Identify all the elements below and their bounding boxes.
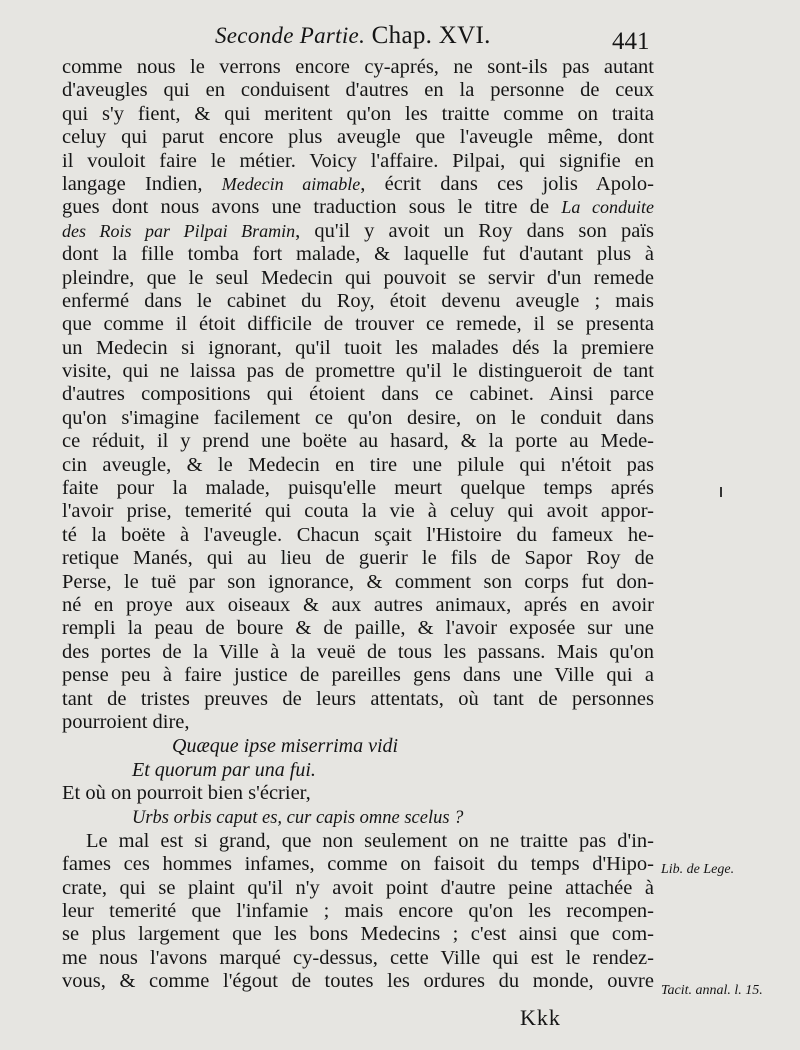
paragraph-2 [62, 830, 654, 994]
text-line: d'aveugles qui en conduisent d'autres en la personne de ceux [62, 79, 654, 102]
text-line: pense peu à faire justice de pareilles gens dans une Ville qui a [62, 664, 654, 687]
text-line: me nous l'avons marqué cy-dessus, cette Ville qui est le rendez- [62, 946, 654, 969]
text-line: visite, qui ne laissa pas de promettre qu'il le distingueroit de tant [62, 360, 654, 383]
text-line: ce réduit, il y prend une boëte au hasard, & la porte au Mede- [62, 430, 654, 453]
paragraph-1 [62, 56, 654, 734]
text-line: des portes de la Ville à la veuë de tous les passans. Mais qu'on [62, 640, 654, 663]
text-segment: , écrit dans ces jolis Apolo- [360, 172, 654, 195]
text-line: né en proye aux oiseaux & aux autres animaux, aprés en avoir [62, 593, 654, 616]
text-line [62, 196, 654, 219]
running-head [215, 22, 491, 50]
text-line: tant de tristes preuves de leurs attentats, où tant de personnes [62, 687, 654, 710]
margin-note-tacit: Tacit. annal. l. 15. [661, 983, 763, 998]
verse-quotation-1 [62, 734, 654, 782]
text-line: té la boëte à l'aveugle. Chacun sçait l'Histoire du fameux he- [62, 523, 654, 546]
text-line: rempli la peau de boure & de paille, & l'avoir exposée sur une [62, 617, 654, 640]
text-line: qu'on s'imagine facilement ce qu'on desire, on le conduit dans [62, 406, 654, 429]
text-line [62, 220, 654, 243]
text-segment: , qu'il y avoit un Roy dans son païs [295, 219, 655, 242]
italic-title: des Rois par Pilpai Bramin [62, 220, 296, 241]
text-line: d'autres compositions qui étoient dans ce cabinet. Ainsi parce [62, 383, 654, 406]
italic-title: Medecin aimable [221, 173, 361, 194]
italic-title: La conduite [561, 197, 654, 218]
text-line: pleindre, que le seul Medecin qui pouvoit se servir d'un remede [62, 266, 654, 289]
margin-note-lib-de-lege: Lib. de Lege. [661, 862, 735, 877]
text-line: se plus largement que les bons Medecins ; c'est ainsi que com- [62, 923, 654, 946]
text-line: Perse, le tuë par son ignorance, & comment son corps fut don- [62, 570, 654, 593]
signature-mark: Kkk [520, 1005, 561, 1030]
verse-line: Quæque ipse miserrima vidi [172, 735, 399, 758]
text-segment: gues dont nous avons une traduction sous le titre de [62, 196, 562, 219]
text-line: faite pour la malade, puisqu'elle meurt quelque temps aprés [62, 477, 654, 500]
running-head-part: Seconde Partie. [215, 23, 366, 48]
text-line: dont la fille tomba fort malade, & laquelle fut d'autant plus à [62, 243, 654, 266]
text-line: cin aveugle, & le Medecin en tire une pilule qui n'étoit pas [62, 453, 654, 476]
page-header [0, 22, 660, 56]
text-line: un Medecin si ignorant, qu'il tuoit les malades dés la premiere [62, 336, 654, 359]
main-text [62, 56, 654, 993]
text-line: crate, qui se plaint qu'il n'y avoit point d'autre peine attachée à [62, 876, 654, 899]
text-line: vous, & comme l'égout de toutes les ordures du monde, ouvre [62, 970, 654, 993]
verse-line: Et quorum par una fui. [132, 759, 316, 782]
text-line: celuy qui parut encore plus aveugle que l'aveugle même, dont [62, 126, 654, 149]
text-line: qui s'y fient, & qui meritent qu'on les traitte comme on traita [62, 102, 654, 125]
text-line: Le mal est si grand, que non seulement on ne traitte pas d'in- [86, 829, 654, 852]
text-line: retique Manés, qui au lieu de guerir le fils de Sapor Roy de [62, 547, 654, 570]
text-line: pourroient dire, [62, 710, 190, 733]
text-line: comme nous le verrons encore cy-aprés, ne sont-ils pas autant [62, 56, 654, 78]
running-head-chapter: Chap. XVI. [365, 22, 491, 49]
text-segment: langage Indien, [62, 172, 222, 195]
text-line: fames ces hommes infames, comme on faisoit du temps d'Hipo- [62, 853, 654, 876]
text-line [62, 173, 654, 196]
text-line: l'avoir prise, temerité qui couta la vie à celuy qui avoit appor- [62, 500, 654, 523]
page-number: 441 [612, 28, 650, 55]
ink-fleck [720, 487, 722, 497]
text-line: enfermé dans le cabinet du Roy, étoit devenu aveugle ; mais [62, 289, 654, 312]
text-line: il vouloit faire le métier. Voicy l'affaire. Pilpai, qui signifie en [62, 149, 654, 172]
text-line: que comme il étoit difficile de trouver ce remede, il se presenta [62, 313, 654, 336]
verse-quotation-2: Urbs orbis caput es, cur capis omne scelus ? [132, 807, 464, 828]
interlude-line: Et où on pourroit bien s'écrier, [62, 782, 311, 805]
text-line: leur temerité que l'infamie ; mais encore qu'on les recompen- [62, 899, 654, 922]
